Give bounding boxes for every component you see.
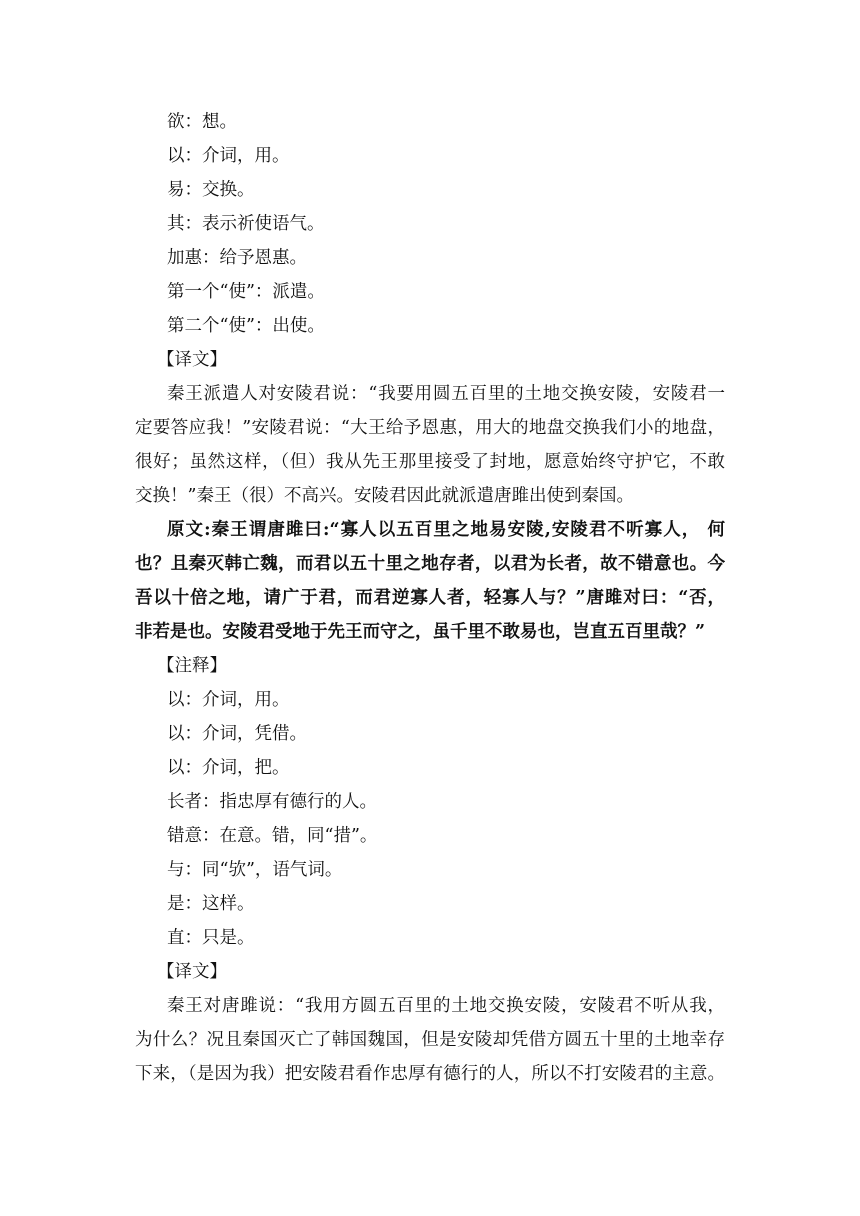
note-item: 易：交换。 (167, 180, 255, 200)
note-item: 其：表示祈使语气。 (167, 214, 325, 234)
paragraph-line: 也？且秦灭韩亡魏，而君以五十里之地存者，以君为长者，故不错意也。今 (135, 554, 725, 574)
original-text-paragraph (135, 513, 725, 649)
section-heading-notes: 【注释】 (157, 656, 227, 676)
paragraph-line: 很好；虽然这样，（但）我从先王那里接受了封地，愿意始终守护它，不敢 (135, 452, 725, 472)
document-body (135, 105, 725, 1091)
note-item: 是：这样。 (167, 894, 255, 914)
notes-list-1 (135, 105, 725, 343)
paragraph-line: 为什么？况且秦国灭亡了韩国魏国，但是安陵却凭借方圆五十里的土地幸存 (135, 1030, 725, 1050)
section-heading-translation: 【译文】 (157, 962, 227, 982)
paragraph-line: 交换！”秦王（很）不高兴。安陵君因此就派遣唐雎出使到秦国。 (135, 486, 634, 506)
note-item: 错意：在意。错，同“措”。 (167, 826, 378, 846)
note-item: 以：介词，把。 (167, 758, 290, 778)
paragraph-line: 吾以十倍之地，请广于君，而君逆寡人者，轻寡人与？”唐雎对曰：“否， (135, 588, 725, 608)
section-heading-translation: 【译文】 (157, 350, 227, 370)
paragraph-line: 下来，（是因为我）把安陵君看作忠厚有德行的人，所以不打安陵君的主意。 (135, 1064, 725, 1084)
translation-paragraph-2 (135, 989, 725, 1091)
paragraph-line: 定要答应我！”安陵君说：“大王给予恩惠，用大的地盘交换我们小的地盘， (135, 418, 725, 438)
note-item: 加惠：给予恩惠。 (167, 248, 307, 268)
note-item: 长者：指忠厚有德行的人。 (167, 792, 377, 812)
translation-paragraph-1 (135, 377, 725, 513)
paragraph-line: 秦王派遣人对安陵君说：“我要用圆五百里的土地交换安陵，安陵君一 (167, 384, 725, 404)
paragraph-line: 秦王对唐雎说：“我用方圆五百里的土地交换安陵，安陵君不听从我， (167, 996, 725, 1016)
note-item: 直：只是。 (167, 928, 255, 948)
note-item: 以：介词，用。 (167, 690, 290, 710)
notes-list-2 (135, 683, 725, 955)
note-item: 欲：想。 (167, 112, 237, 132)
note-item: 以：介词，用。 (167, 146, 290, 166)
note-item: 第二个“使”：出使。 (167, 316, 325, 336)
paragraph-line: 原文:秦王谓唐雎曰:“寡人以五百里之地易安陵,安陵君不听寡人， 何 (167, 520, 725, 540)
note-item: 第一个“使”：派遣。 (167, 282, 325, 302)
note-item: 与：同“欤”，语气词。 (167, 860, 343, 880)
note-item: 以：介词，凭借。 (167, 724, 307, 744)
paragraph-line: 非若是也。安陵君受地于先王而守之，虽千里不敢易也，岂直五百里哉？” (135, 622, 706, 642)
